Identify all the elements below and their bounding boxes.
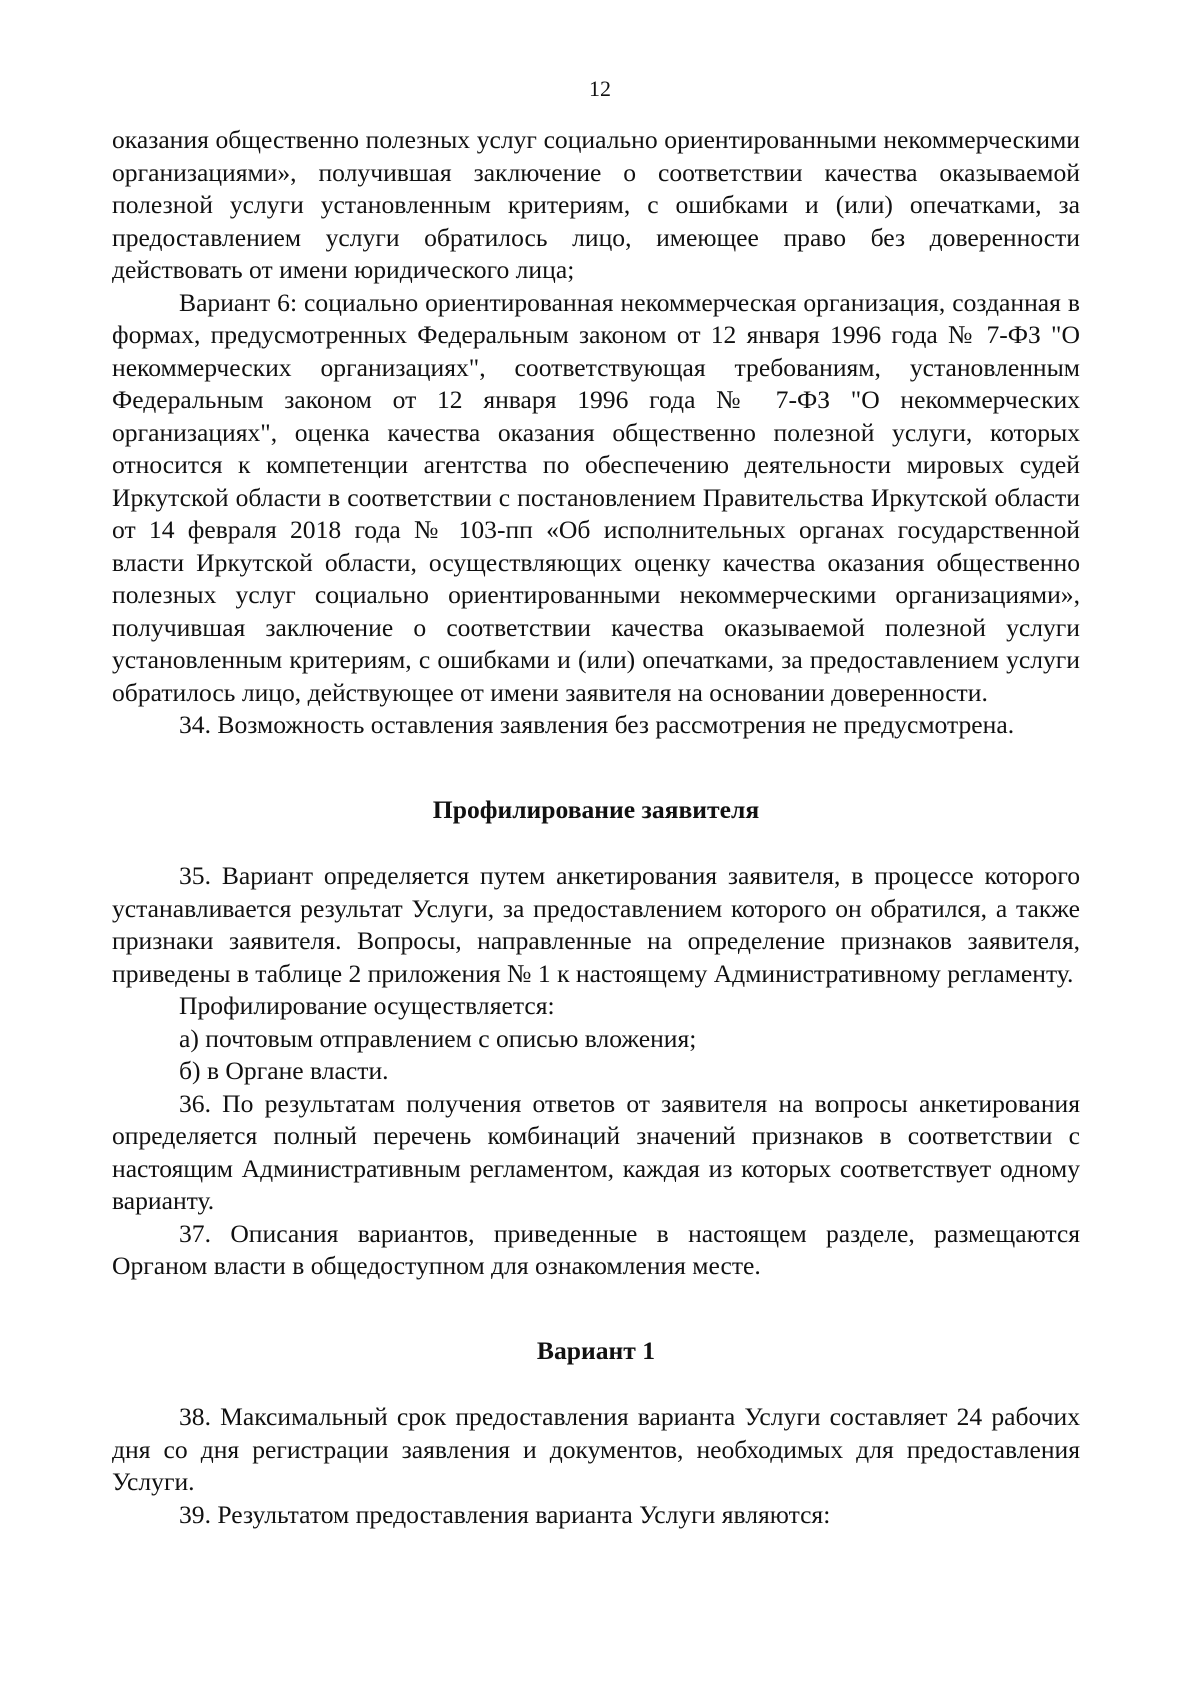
- paragraph-39: 39. Результатом предоставления варианта Услуги являются:: [179, 1499, 831, 1529]
- paragraph-35: 35. Вариант определяется путем анкетирования заявителя, в процессе которого устанавливается результат Услуги, за предоставлением которого он обратился, а также признаки заявителя. Вопросы, направленные на определение признаков заявителя, приведены в таблице 2 приложения № 1 к настоящему Административному регламенту.: [112, 861, 1080, 988]
- paragraph-37: 37. Описания вариантов, приведенные в настоящем разделе, размещаются Органом власти в общедоступном для ознакомления месте.: [112, 1218, 1080, 1280]
- document-body: [112, 124, 1080, 1531]
- section-heading-variant-1: Вариант 1: [536, 1335, 656, 1365]
- list-item-a: а) почтовым отправлением с описью вложения;: [179, 1023, 697, 1053]
- list-item-b: б) в Органе власти.: [179, 1056, 389, 1085]
- paragraph-variant-6: Вариант 6: социально ориентированная некоммерческая организация, созданная в формах, предусмотренных Федеральным законом от 12 января 1996 года № 7-ФЗ "О некоммерческих организациях", соответствующая требованиям, установленным Федеральным законом от 12 января 1996 года № 7-ФЗ "О некоммерческих организациях", оценка качества оказания общественно полезной услуги, которых относится к компетенции агентства по обеспечению деятельности мировых судей Иркутской области в соответствии с постановлением Правительства Иркутской области от 14 февраля 2018 года № 103-пп «Об исполнительных органах государственной власти Иркутской области, осуществляющих оценку качества оказания общественно полезных услуг социально ориентированными некоммерческими организациями», получившая заключение о соответствии качества оказываемой полезной услуги установленным критериям, с ошибками и (или) опечатками, за предоставлением услуги обратилось лицо, действующее от имени заявителя на основании доверенности.: [112, 287, 1080, 707]
- section-heading-profiling: Профилирование заявителя: [432, 794, 760, 824]
- paragraph: оказания общественно полезных услуг социально ориентированными некоммерческими организациями», получившая заключение о соответствии качества оказываемой полезной услуги установленным критериям, с ошибками и (или) опечатками, за предоставлением услуги обратилось лицо, имеющее право без доверенности действовать от имени юридического лица;: [112, 125, 1080, 284]
- page-number: 12: [589, 76, 611, 101]
- paragraph-36: 36. По результатам получения ответов от заявителя на вопросы анкетирования определяется полный перечень комбинаций значений признаков в соответствии с настоящим Административным регламентом, каждая из которых соответствует одному варианту.: [112, 1088, 1080, 1215]
- paragraph-profiling-intro: Профилирование осуществляется:: [179, 991, 555, 1020]
- paragraph-34: 34. Возможность оставления заявления без рассмотрения не предусмотрена.: [179, 710, 1015, 739]
- paragraph-38: 38. Максимальный срок предоставления варианта Услуги составляет 24 рабочих дня со дня регистрации заявления и документов, необходимых для предоставления Услуги.: [112, 1402, 1080, 1496]
